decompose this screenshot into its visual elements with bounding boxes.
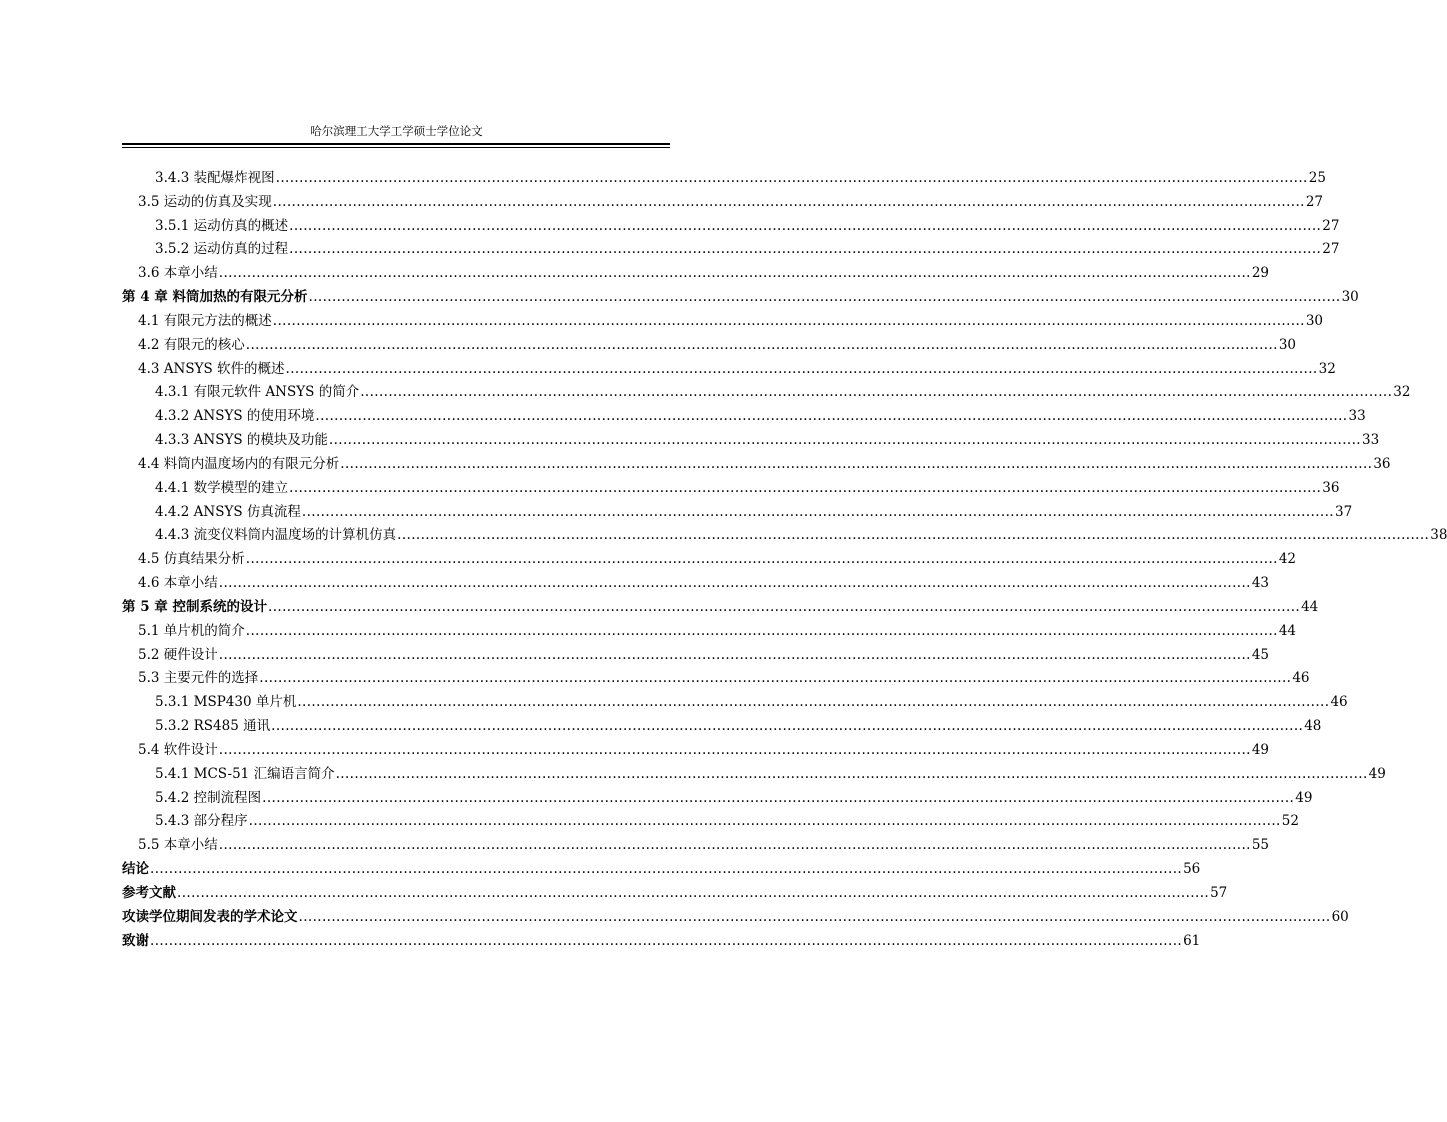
toc-entry [122, 763, 1386, 787]
toc-entry [122, 882, 1228, 906]
toc-entry [122, 596, 1319, 620]
toc-dot-leader: ............................................................................................................................................................................................................................ [298, 908, 1331, 925]
toc-entry [122, 787, 1313, 811]
toc-entry-page: 30 [1278, 336, 1297, 353]
toc-dot-leader: ............................................................................................................................................................................................................................ [150, 932, 1183, 949]
toc-entry-page: 45 [1251, 646, 1270, 663]
toc-entry-page: 55 [1251, 837, 1270, 854]
toc-dot-leader: ............................................................................................................................................................................................................................ [340, 455, 1373, 472]
toc-entry [122, 930, 1201, 954]
toc-dot-leader: ............................................................................................................................................................................................................................ [177, 884, 1210, 901]
toc-entry-title: 4.1 有限元方法的概述 [138, 312, 272, 329]
toc-entry [122, 524, 1447, 548]
toc-entry-title: 5.4.1 MCS-51 汇编语言简介 [155, 765, 335, 782]
toc-entry-page: 29 [1251, 265, 1270, 282]
toc-entry-page: 36 [1373, 455, 1391, 472]
toc-entry [122, 334, 1297, 358]
toc-entry-title: 5.1 单片机的简介 [138, 622, 245, 639]
toc-dot-leader: ............................................................................................................................................................................................................................ [315, 408, 1348, 425]
toc-entry-page: 32 [1318, 360, 1336, 377]
toc-dot-leader: ............................................................................................................................................................................................................................ [248, 813, 1281, 830]
toc-dot-leader: ............................................................................................................................................................................................................................ [335, 765, 1368, 782]
toc-entry [122, 644, 1270, 668]
toc-entry-title: 4.5 仿真结果分析 [138, 551, 245, 568]
toc-entry-title: 4.3.3 ANSYS 的模块及功能 [155, 432, 328, 449]
toc-entry [122, 501, 1353, 525]
toc-entry-page: 38 [1430, 527, 1447, 544]
toc-dot-leader: ............................................................................................................................................................................................................................ [245, 551, 1278, 568]
toc-entry-page: 44 [1278, 622, 1297, 639]
toc-entry-page: 56 [1183, 861, 1201, 878]
toc-entry-title: 4.4.2 ANSYS 仿真流程 [155, 503, 301, 520]
toc-dot-leader: ............................................................................................................................................................................................................................ [218, 837, 1251, 854]
toc-entry [122, 477, 1340, 501]
toc-entry [122, 715, 1322, 739]
toc-entry-title: 5.4.3 部分程序 [155, 813, 248, 830]
toc-dot-leader: ............................................................................................................................................................................................................................ [268, 598, 1301, 615]
toc-entry-title: 4.6 本章小结 [138, 575, 218, 592]
toc-entry-title: 4.4.3 流变仪料筒内温度场的计算机仿真 [155, 527, 397, 544]
toc-dot-leader: ............................................................................................................................................................................................................................ [150, 861, 1183, 878]
toc-dot-leader: ............................................................................................................................................................................................................................ [272, 312, 1305, 329]
toc-entry-title: 4.3 ANSYS 软件的概述 [138, 360, 285, 377]
toc-entry-title: 参考文献 [122, 884, 176, 901]
toc-entry-page: 42 [1278, 551, 1297, 568]
toc-entry-page: 48 [1304, 718, 1322, 735]
toc-dot-leader: ............................................................................................................................................................................................................................ [275, 170, 1308, 186]
toc-dot-leader: ............................................................................................................................................................................................................................ [218, 741, 1251, 758]
toc-entry [122, 262, 1270, 286]
toc-entry [122, 667, 1310, 691]
toc-entry-title: 第 4 章 料筒加热的有限元分析 [122, 289, 308, 306]
toc-entry [122, 906, 1349, 930]
toc-entry [122, 858, 1201, 882]
toc-entry-title: 3.4.3 装配爆炸视图 [155, 170, 275, 186]
toc-dot-leader: ............................................................................................................................................................................................................................ [308, 289, 1341, 306]
toc-entry-title: 4.4.1 数学模型的建立 [155, 479, 289, 496]
toc-dot-leader: ............................................................................................................................................................................................................................ [397, 527, 1430, 544]
toc-entry-title: 4.4 料筒内温度场内的有限元分析 [138, 455, 340, 472]
toc-entry-page: 27 [1322, 217, 1340, 234]
toc-entry-title: 4.3.1 有限元软件 ANSYS 的简介 [155, 384, 360, 401]
toc-entry-page: 33 [1348, 408, 1366, 425]
toc-entry-page: 57 [1210, 884, 1228, 901]
toc-entry-page: 36 [1322, 479, 1340, 496]
toc-entry-page: 49 [1368, 765, 1386, 782]
toc-entry-page: 60 [1331, 908, 1349, 925]
toc-dot-leader: ............................................................................................................................................................................................................................ [360, 384, 1393, 401]
toc-dot-leader: ............................................................................................................................................................................................................................ [218, 575, 1251, 592]
toc-entry-page: 30 [1341, 289, 1359, 306]
toc-entry [122, 215, 1340, 239]
toc-entry-page: 25 [1308, 170, 1326, 186]
toc-entry-title: 4.2 有限元的核心 [138, 336, 245, 353]
toc-dot-leader: ............................................................................................................................................................................................................................ [259, 670, 1292, 687]
toc-entry-page: 37 [1334, 503, 1353, 520]
toc-dot-leader: ............................................................................................................................................................................................................................ [301, 503, 1334, 520]
toc-entry [122, 429, 1380, 453]
toc-entry-title: 攻读学位期间发表的学术论文 [122, 908, 298, 925]
toc-entry [122, 286, 1359, 310]
toc-entry-title: 3.5 运动的仿真及实现 [138, 193, 272, 210]
toc-entry-page: 49 [1295, 789, 1313, 806]
toc-dot-leader: ............................................................................................................................................................................................................................ [285, 360, 1318, 377]
toc-entry [122, 167, 1326, 191]
toc-dot-leader: ............................................................................................................................................................................................................................ [289, 479, 1322, 496]
toc-entry [122, 548, 1297, 572]
toc-entry [122, 310, 1324, 334]
toc-dot-leader: ............................................................................................................................................................................................................................ [245, 622, 1278, 639]
toc-entry-title: 3.5.1 运动仿真的概述 [155, 217, 289, 234]
toc-entry [122, 572, 1270, 596]
toc-dot-leader: ............................................................................................................................................................................................................................ [328, 432, 1361, 449]
header-rule-thin [122, 147, 670, 148]
toc-entry-title: 5.2 硬件设计 [138, 646, 218, 663]
toc-entry-page: 43 [1251, 575, 1270, 592]
toc-entry-title: 4.3.2 ANSYS 的使用环境 [155, 408, 315, 425]
toc-dot-leader: ............................................................................................................................................................................................................................ [289, 241, 1322, 258]
toc-entry [122, 191, 1324, 215]
toc-entry [122, 739, 1270, 763]
toc-entry-page: 27 [1322, 241, 1340, 258]
toc-entry-page: 32 [1393, 384, 1411, 401]
toc-entry-page: 49 [1251, 741, 1270, 758]
toc-entry-title: 5.5 本章小结 [138, 837, 218, 854]
toc-entry-page: 52 [1281, 813, 1299, 830]
header-rule-thick [122, 143, 670, 145]
toc-dot-leader: ............................................................................................................................................................................................................................ [245, 336, 1278, 353]
toc-entry-page: 27 [1305, 193, 1324, 210]
toc-entry [122, 453, 1391, 477]
toc-entry-title: 5.3.2 RS485 通讯 [155, 718, 271, 735]
toc-entry [122, 620, 1297, 644]
toc-entry-title: 第 5 章 控制系统的设计 [122, 598, 267, 615]
toc-entry-page: 30 [1305, 312, 1324, 329]
toc-dot-leader: ............................................................................................................................................................................................................................ [297, 694, 1330, 711]
toc-dot-leader: ............................................................................................................................................................................................................................ [262, 789, 1295, 806]
toc-entry [122, 238, 1340, 262]
toc-entry-page: 33 [1361, 432, 1380, 449]
toc-entry-page: 46 [1292, 670, 1310, 687]
toc-entry [122, 834, 1270, 858]
toc-entry-title: 5.4 软件设计 [138, 741, 218, 758]
toc-entry-title: 3.6 本章小结 [138, 265, 218, 282]
page-header-title: 哈尔滨理工大学工学硕士学位论文 [310, 124, 483, 138]
toc-dot-leader: ............................................................................................................................................................................................................................ [218, 646, 1251, 663]
toc-entry-title: 5.3 主要元件的选择 [138, 670, 259, 687]
toc-entry [122, 691, 1348, 715]
toc-entry-page: 44 [1301, 598, 1319, 615]
toc-entry [122, 358, 1336, 382]
toc-dot-leader: ............................................................................................................................................................................................................................ [289, 217, 1322, 234]
toc-dot-leader: ............................................................................................................................................................................................................................ [272, 193, 1305, 210]
toc-entry [122, 810, 1299, 834]
toc-entry-title: 5.4.2 控制流程图 [155, 789, 262, 806]
toc-entry-title: 5.3.1 MSP430 单片机 [155, 694, 297, 711]
toc-dot-leader: ............................................................................................................................................................................................................................ [271, 718, 1304, 735]
toc-dot-leader: ............................................................................................................................................................................................................................ [218, 265, 1251, 282]
toc-entry-title: 致谢 [122, 932, 149, 949]
toc-entry [122, 381, 1411, 405]
toc-entry [122, 405, 1366, 429]
toc-entry-title: 3.5.2 运动仿真的过程 [155, 241, 289, 258]
toc-entry-title: 结论 [122, 861, 149, 878]
table-of-contents [122, 167, 1447, 953]
toc-entry-page: 46 [1330, 694, 1348, 711]
toc-entry-page: 61 [1183, 932, 1201, 949]
